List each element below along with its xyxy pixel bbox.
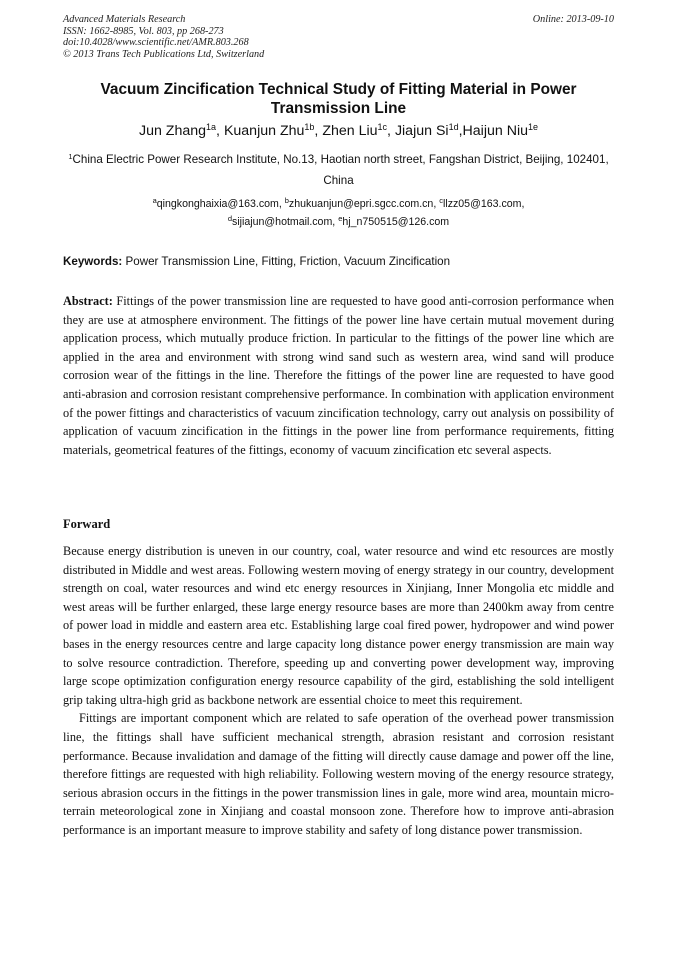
- keywords-label: Keywords:: [63, 255, 123, 268]
- journal-name: Advanced Materials Research: [63, 14, 186, 25]
- affiliation: [63, 150, 614, 191]
- online-date: Online: 2013-09-10: [532, 14, 614, 25]
- author-sup: 1b: [304, 122, 315, 132]
- email-address[interactable]: zhukuanjun@epri.sgcc.com.cn,: [288, 198, 437, 210]
- abstract-paragraph: [63, 292, 614, 459]
- journal-header: [63, 14, 264, 60]
- email-address[interactable]: qingkonghaixia@163.com,: [156, 198, 282, 210]
- author-sup: 1c: [377, 122, 388, 132]
- author-name: Kuanjun Zhu: [223, 123, 305, 139]
- author-name: Zhen Liu: [322, 123, 378, 139]
- email-address[interactable]: sijiajun@hotmail.com,: [232, 215, 336, 228]
- email-list: [63, 196, 614, 231]
- section-heading-forward: Forward: [63, 517, 111, 531]
- doi-line[interactable]: doi:10.4028/www.scientific.net/AMR.803.268: [63, 37, 249, 49]
- paper-title: Vacuum Zincification Technical Study of Fitting Material in Power Transmission Line: [100, 81, 577, 117]
- email-sup: b: [284, 196, 289, 205]
- abstract-section: [63, 292, 614, 459]
- keywords-text: Power Transmission Line, Fitting, Friction, Vacuum Zincification: [125, 255, 451, 268]
- abstract-label: Abstract:: [63, 294, 113, 308]
- forward-paragraph-1: Because energy distribution is uneven in our country, coal, water resource and wind etc resources are mostly distributed in Middle and west areas. Following western moving of energy strategy in our country, development strength on coal, water resources and wind etc energy resources in Xinjiang, Inner Mongolia etc middle and west areas will be further enlarged, these large energy resource bases are more than 2400km away from centre of power load in middle and eastern area etc. Establishing large coal fired power, hydropower and wind power bases in the energy resources centre and large capacity long distance power energy transmission are main way to solve resource contradiction. Therefore, speeding up and converting power development way, improving large scope optimization configuration energy resource capability of the gird, establishing the sold intelligent grip taking ultra-high grid as backbone network are essential choice to meet this requirement.: [63, 544, 614, 707]
- author-sup: 1d: [448, 122, 459, 132]
- issn-line: ISSN: 1662-8985, Vol. 803, pp 268-273: [63, 25, 224, 37]
- keywords: [63, 255, 614, 269]
- abstract-text: Fittings of the power transmission line are requested to have good anti-corrosion performance when they are use at atmosphere environment. The fittings of the power line have certain mutual movement during application process, which mutually produce friction. In particular to the fittings of the power line which are applied in the area and environment with strong wind sand such as western area, wind sand will produce corrosion wear of the fittings in the line. Therefore the fittings of the power line are requested to have good anti-abrasion and corrosion resistant comprehensive performance. In combination with application environment of the power fittings and characteristics of vacuum zincification technology, carry out analysis on possibility of application of vacuum zincification in the fittings in the power line from performance requirements, fitting materials, geometrical features of the fittings, economy of vacuum zincification etc several aspects.: [63, 294, 614, 457]
- copyright-line: © 2013 Trans Tech Publications Ltd, Switzerland: [63, 48, 265, 60]
- author-sup: 1a: [206, 122, 217, 132]
- email-sup: a: [152, 196, 157, 205]
- email-address[interactable]: hj_n750515@126.com: [342, 215, 450, 228]
- author-name: Jiajun Si: [394, 123, 449, 139]
- forward-paragraph-2: Fittings are important component which are related to safe operation of the overhead power transmission line, the fittings shall have sufficient mechanical strength, abrasion resistant and corrosion resistant performance. Because invalidation and damage of the fitting will directly cause damage and power off the line, therefore fittings are requested with high reliability. Following western moving of the energy resource strategy, serious abrasion occurs in the fittings in the power transmission lines in gale, more wind area, mountain micro- terrain meteorological zone in Xinjiang and coastal monsoon zone. Therefore how to improve anti-abrasion performance is an important measure to improve stability and safety of long distance power transmission.: [63, 711, 614, 837]
- author-name: Haijun Niu: [462, 123, 528, 139]
- author-sup: 1e: [528, 122, 539, 132]
- forward-section: [63, 542, 614, 840]
- author-list: Jun Zhang$^{1a}$, Kuanjun Zhu$^{1b}$, Zhen Liu$^{1c}$, Jiajun $Si^{1d},Haijun$ Niu$^{1e}$: [138, 122, 539, 139]
- author-name: Jun Zhang: [138, 123, 207, 139]
- email-sup: c: [439, 196, 443, 205]
- email-sup: e: [338, 213, 343, 223]
- email-sup: d: [227, 213, 233, 223]
- affiliation-text: China Electric Power Research Institute, No.13, Haotian north street, Fangshan District, Beijing, 102401, China: [72, 153, 609, 187]
- affiliation-sup: 1: [68, 152, 73, 161]
- email-address[interactable]: llzz05@163.com,: [442, 198, 525, 210]
